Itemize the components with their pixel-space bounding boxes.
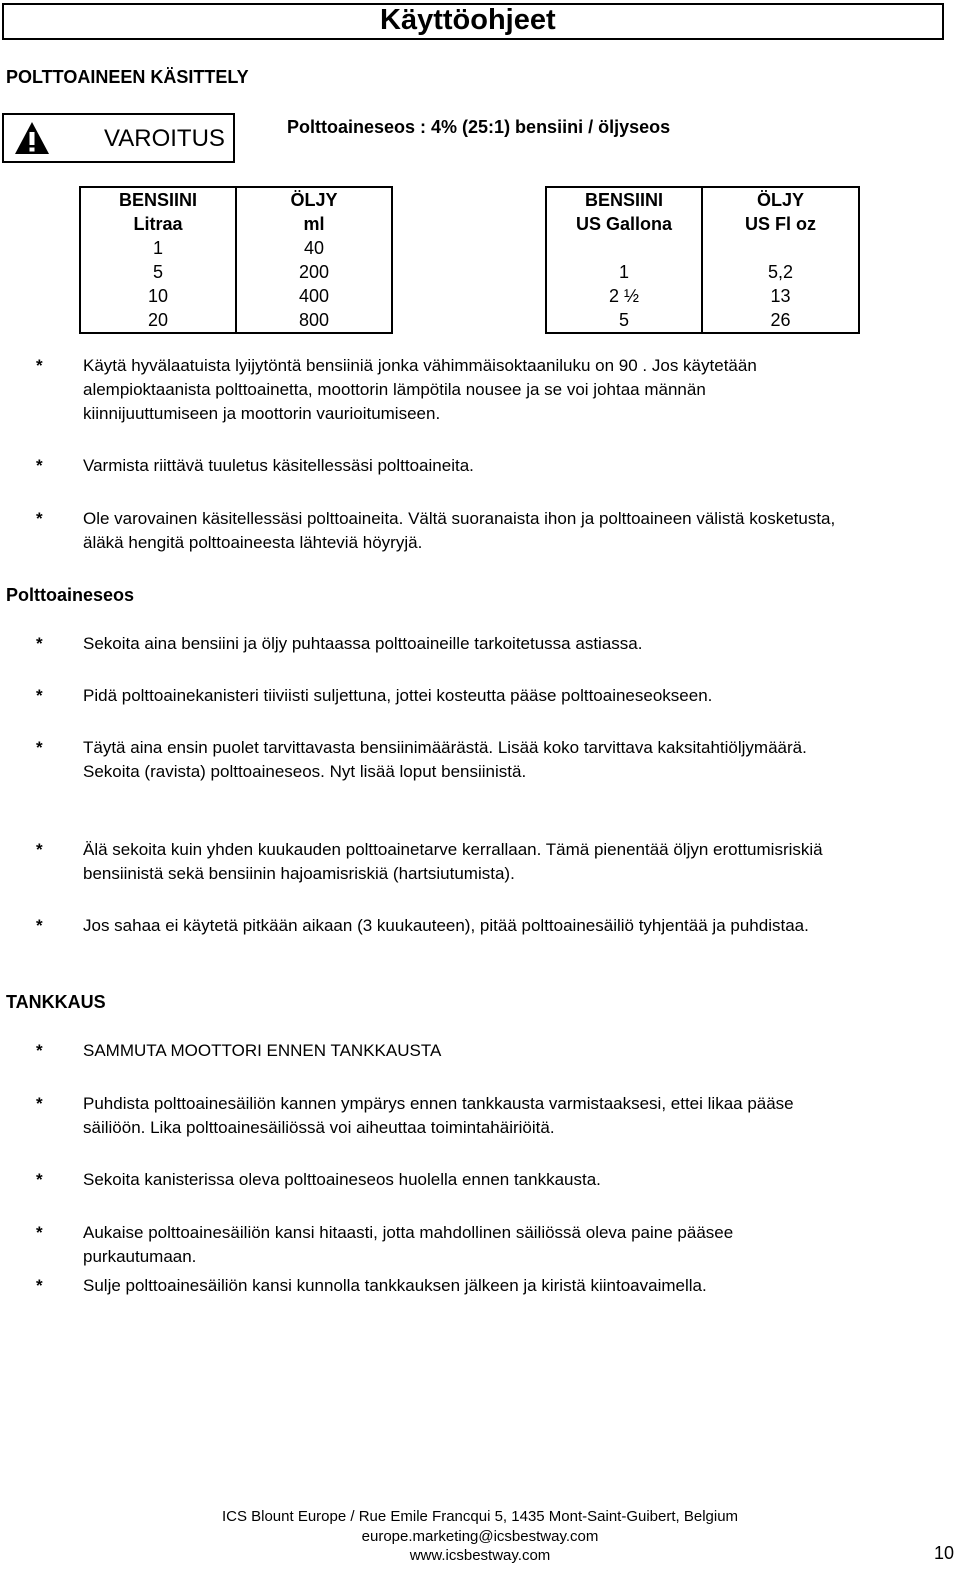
table-row bbox=[80, 308, 392, 333]
metric-mix-table bbox=[79, 186, 393, 334]
bullet-line: Sekoita aina bensiini ja öljy puhtaassa polttoaineille tarkoitetussa astiassa. bbox=[83, 634, 643, 653]
bullet-line: säiliöön. Lika polttoainesäiliössä voi aiheuttaa toimintahäiriöitä. bbox=[83, 1118, 555, 1137]
bullet-line: Sekoita (ravista) polttoaineseos. Nyt lisää loput bensiinistä. bbox=[83, 762, 527, 781]
bullet-line: Sekoita kanisterissa oleva polttoaineseos huolella ennen tankkausta. bbox=[83, 1170, 601, 1189]
bullet-line: Puhdista polttoainesäiliön kannen ympärys ennen tankkausta varmistaaksesi, ettei likaa pääse bbox=[83, 1094, 794, 1113]
table-cell: 800 bbox=[236, 308, 392, 333]
section-heading-fuel-mix: Polttoaineseos bbox=[6, 585, 135, 605]
bullet-star: * bbox=[36, 509, 43, 528]
section-heading-refueling: TANKKAUS bbox=[6, 992, 106, 1012]
warning-box bbox=[2, 113, 235, 163]
bullet-line: Ole varovainen käsitellessäsi polttoaineita. Vältä suoranaista ihon ja polttoaineen välistä kosketusta, bbox=[83, 509, 836, 528]
bullet-star: * bbox=[36, 1094, 43, 1113]
bullet-star: * bbox=[36, 1276, 43, 1295]
bullet-star: * bbox=[36, 456, 43, 475]
table-row bbox=[80, 236, 392, 260]
bullet-item bbox=[36, 736, 946, 784]
bullet-line: purkautumaan. bbox=[83, 1247, 197, 1266]
table-cell: 200 bbox=[236, 260, 392, 284]
us-mix-table bbox=[545, 186, 860, 334]
table-header-cell: Litraa bbox=[133, 214, 183, 234]
bullet-star: * bbox=[36, 1223, 43, 1242]
table-header-cell: US Gallona bbox=[575, 214, 673, 234]
bullet-line: bensiinistä sekä bensiinin hajoamisriskiä (hartsiutumista). bbox=[83, 864, 515, 883]
warning-label: VAROITUS bbox=[104, 125, 225, 152]
footer-website: www.icsbestway.com bbox=[409, 1547, 551, 1564]
bullet-star: * bbox=[36, 1170, 43, 1189]
table-header-row bbox=[80, 187, 392, 212]
table-cell: 5 bbox=[152, 262, 163, 282]
table-row bbox=[546, 308, 859, 333]
table-cell: 1 bbox=[152, 238, 163, 258]
table-cell: 400 bbox=[236, 284, 392, 308]
bullet-item bbox=[36, 1274, 946, 1298]
bullet-line: Käytä hyvälaatuista lyijytöntä bensiiniä jonka vähimmäisoktaaniluku on 90 . Jos käytetään bbox=[83, 356, 757, 375]
bullet-line: Varmista riittävä tuuletus käsitellessäsi polttoaineita. bbox=[83, 456, 474, 475]
table-header-row bbox=[80, 212, 392, 236]
warning-triangle-icon bbox=[13, 119, 51, 162]
bullet-star: * bbox=[36, 1041, 43, 1060]
table-cell: 10 bbox=[147, 286, 169, 306]
table-row bbox=[546, 284, 859, 308]
table-cell: 40 bbox=[236, 236, 392, 260]
bullet-item bbox=[36, 454, 946, 478]
table-cell: 2 ½ bbox=[608, 286, 640, 306]
section-heading-fuel-handling: POLTTOAINEEN KÄSITTELY bbox=[6, 67, 249, 87]
table-row bbox=[80, 284, 392, 308]
bullet-line: kiinnijuuttumiseen ja moottorin vaurioitumiseen. bbox=[83, 404, 441, 423]
table-row bbox=[546, 260, 859, 284]
bullet-item bbox=[36, 1092, 946, 1140]
bullet-line: Sulje polttoainesäiliön kansi kunnolla tankkauksen jälkeen ja kiristä kiintoavaimella. bbox=[83, 1276, 707, 1295]
bullet-line: Pidä polttoainekanisteri tiiviisti suljettuna, jottei kosteutta pääse polttoaineseokseen. bbox=[83, 686, 713, 705]
bullet-line: Älä sekoita kuin yhden kuukauden polttoainetarve kerrallaan. Tämä pienentää öljyn erottumisriskiä bbox=[83, 840, 823, 859]
table-cell bbox=[546, 236, 702, 260]
bullet-item bbox=[36, 354, 946, 426]
bullet-star: * bbox=[36, 916, 43, 935]
page-title: Käyttöohjeet bbox=[380, 4, 556, 36]
bullet-star: * bbox=[36, 634, 43, 653]
bullet-line: alempioktaanista polttoainetta, moottorin lämpötila nousee ja se voi johtaa männän bbox=[83, 380, 706, 399]
table-row bbox=[80, 260, 392, 284]
table-header-row bbox=[546, 212, 859, 236]
table-row bbox=[546, 236, 859, 260]
bullet-item bbox=[36, 507, 946, 555]
bullet-line: SAMMUTA MOOTTORI ENNEN TANKKAUSTA bbox=[83, 1041, 442, 1060]
table-header-cell: ÖLJY bbox=[702, 187, 859, 212]
bullet-item bbox=[36, 1221, 946, 1269]
bullet-item bbox=[36, 684, 946, 708]
table-cell: 26 bbox=[702, 308, 859, 333]
bullet-line: Jos sahaa ei käytetä pitkään aikaan (3 kuukauteen), pitää polttoainesäiliö tyhjentää ja puhdistaa. bbox=[83, 916, 809, 935]
table-cell: 20 bbox=[147, 310, 169, 330]
table-cell bbox=[702, 236, 859, 260]
table-header-cell: ÖLJY bbox=[236, 187, 392, 212]
bullet-star: * bbox=[36, 686, 43, 705]
bullet-line: Täytä aina ensin puolet tarvittavasta bensiinimäärästä. Lisää koko tarvittava kaksitahtiöljymäärä. bbox=[83, 738, 807, 757]
footer-email: europe.marketing@icsbestway.com bbox=[361, 1528, 599, 1545]
bullet-line: Aukaise polttoainesäiliön kansi hitaasti, jotta mahdollinen säiliössä oleva paine pääsee bbox=[83, 1223, 734, 1242]
table-cell: 5 bbox=[618, 310, 629, 330]
table-header-cell: BENSIINI bbox=[118, 190, 197, 210]
mix-ratio-title: Polttoaineseos : 4% (25:1) bensiini / öljyseos bbox=[287, 117, 671, 137]
bullet-item bbox=[36, 914, 946, 938]
table-cell: 5,2 bbox=[702, 260, 859, 284]
table-header-cell: ml bbox=[236, 212, 392, 236]
table-header-cell: BENSIINI bbox=[584, 190, 663, 210]
table-cell: 13 bbox=[702, 284, 859, 308]
bullet-item bbox=[36, 632, 946, 656]
bullet-line: äläkä hengitä polttoaineesta lähteviä höyryjä. bbox=[83, 533, 423, 552]
table-cell: 1 bbox=[618, 262, 629, 282]
footer-address: ICS Blount Europe / Rue Emile Francqui 5, 1435 Mont-Saint-Guibert, Belgium bbox=[221, 1508, 739, 1525]
table-header-row bbox=[546, 187, 859, 212]
table-header-cell: US Fl oz bbox=[702, 212, 859, 236]
bullet-star: * bbox=[36, 840, 43, 859]
bullet-item bbox=[36, 1039, 946, 1063]
bullet-star: * bbox=[36, 738, 43, 757]
bullet-star: * bbox=[36, 356, 43, 375]
bullet-item bbox=[36, 838, 946, 886]
bullet-item bbox=[36, 1168, 946, 1192]
page-number: 10 bbox=[934, 1543, 955, 1563]
